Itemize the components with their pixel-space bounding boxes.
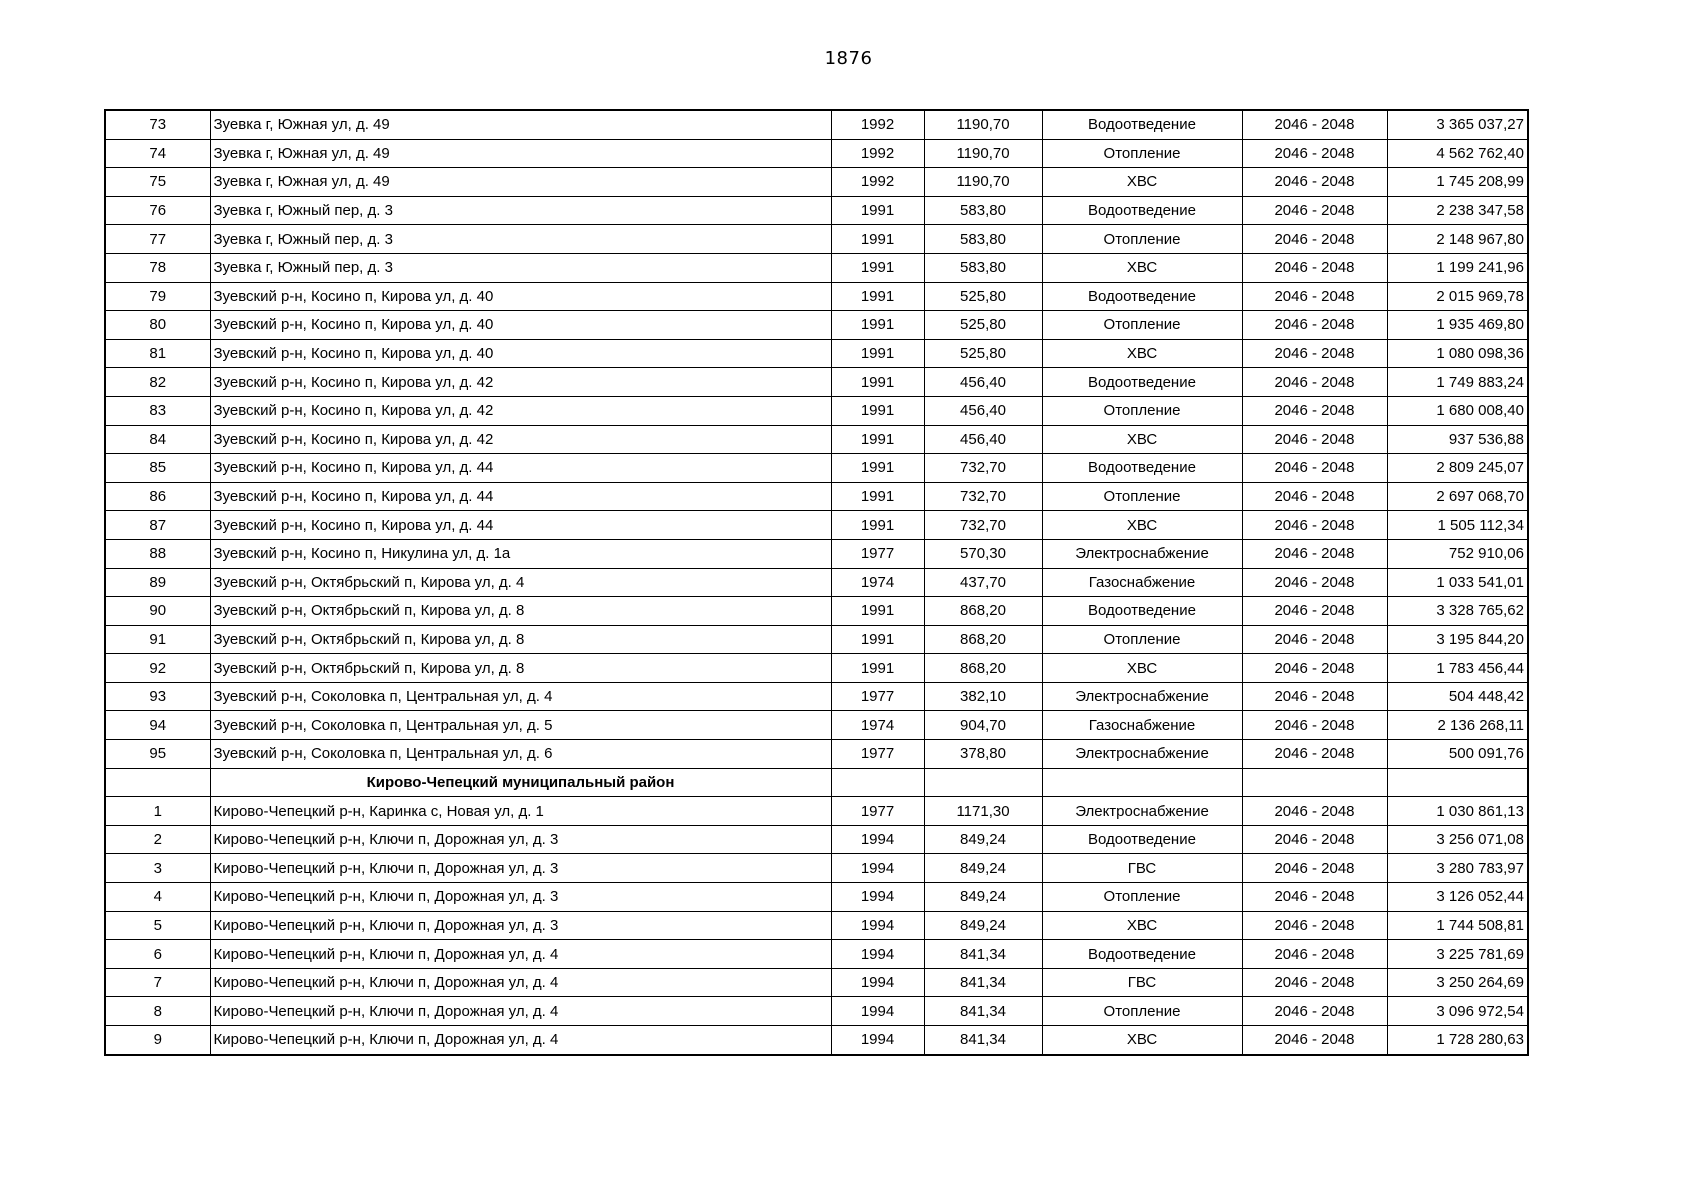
period-cell: 2046 - 2048: [1242, 825, 1387, 854]
row-number-cell: 78: [105, 253, 210, 282]
year-cell: 1994: [831, 968, 924, 997]
address-cell: Кирово-Чепецкий р-н, Ключи п, Дорожная ул, д. 4: [210, 997, 831, 1026]
area-cell: 437,70: [924, 568, 1042, 597]
service-type-cell: Водоотведение: [1042, 110, 1242, 139]
service-type-cell: Водоотведение: [1042, 940, 1242, 969]
area-cell: 732,70: [924, 511, 1042, 540]
row-number-cell: 87: [105, 511, 210, 540]
table-row: [105, 225, 1528, 254]
table-row: [105, 740, 1528, 769]
address-cell: Зуевский р-н, Соколовка п, Центральная ул, д. 6: [210, 740, 831, 769]
service-type-cell: ХВС: [1042, 1026, 1242, 1055]
page-number: 1876: [824, 48, 873, 69]
table-row: [105, 539, 1528, 568]
empty-cell: [924, 768, 1042, 797]
empty-cell: [831, 768, 924, 797]
period-cell: 2046 - 2048: [1242, 196, 1387, 225]
year-cell: 1991: [831, 654, 924, 683]
table-row: [105, 425, 1528, 454]
period-cell: 2046 - 2048: [1242, 997, 1387, 1026]
period-cell: 2046 - 2048: [1242, 940, 1387, 969]
year-cell: 1994: [831, 854, 924, 883]
year-cell: 1991: [831, 225, 924, 254]
area-cell: 841,34: [924, 997, 1042, 1026]
area-cell: 868,20: [924, 654, 1042, 683]
cost-cell: 1 783 456,44: [1387, 654, 1528, 683]
period-cell: 2046 - 2048: [1242, 911, 1387, 940]
table-row: [105, 253, 1528, 282]
area-cell: 849,24: [924, 825, 1042, 854]
cost-cell: 1 749 883,24: [1387, 368, 1528, 397]
table-row: [105, 654, 1528, 683]
address-cell: Кирово-Чепецкий р-н, Ключи п, Дорожная ул, д. 3: [210, 883, 831, 912]
row-number-cell: 80: [105, 311, 210, 340]
table-row: [105, 597, 1528, 626]
section-header-row: [105, 768, 1528, 797]
address-cell: Зуевский р-н, Косино п, Кирова ул, д. 40: [210, 282, 831, 311]
address-cell: Зуевский р-н, Косино п, Кирова ул, д. 42: [210, 396, 831, 425]
table-row: [105, 568, 1528, 597]
year-cell: 1992: [831, 110, 924, 139]
area-cell: 570,30: [924, 539, 1042, 568]
row-number-cell: 76: [105, 196, 210, 225]
cost-cell: 1 033 541,01: [1387, 568, 1528, 597]
address-cell: Зуевский р-н, Косино п, Никулина ул, д. 1а: [210, 539, 831, 568]
row-number-cell: 92: [105, 654, 210, 683]
year-cell: 1991: [831, 511, 924, 540]
year-cell: 1991: [831, 597, 924, 626]
table-row: [105, 968, 1528, 997]
area-cell: 456,40: [924, 368, 1042, 397]
address-cell: Зуевский р-н, Косино п, Кирова ул, д. 42: [210, 368, 831, 397]
cost-cell: 3 256 071,08: [1387, 825, 1528, 854]
service-type-cell: ГВС: [1042, 968, 1242, 997]
area-cell: 841,34: [924, 940, 1042, 969]
service-type-cell: Отопление: [1042, 482, 1242, 511]
year-cell: 1974: [831, 711, 924, 740]
cost-cell: 1 080 098,36: [1387, 339, 1528, 368]
service-type-cell: Отопление: [1042, 225, 1242, 254]
cost-cell: 4 562 762,40: [1387, 139, 1528, 168]
row-number-cell: 1: [105, 797, 210, 826]
table-row: [105, 625, 1528, 654]
area-cell: 904,70: [924, 711, 1042, 740]
row-number-cell: 2: [105, 825, 210, 854]
address-cell: Кирово-Чепецкий р-н, Ключи п, Дорожная ул, д. 3: [210, 854, 831, 883]
row-number-cell: 77: [105, 225, 210, 254]
address-cell: Зуевский р-н, Октябрьский п, Кирова ул, д. 8: [210, 654, 831, 683]
address-cell: Зуевка г, Южный пер, д. 3: [210, 196, 831, 225]
address-cell: Зуевский р-н, Октябрьский п, Кирова ул, д. 8: [210, 597, 831, 626]
table-row: [105, 511, 1528, 540]
cost-cell: 3 365 037,27: [1387, 110, 1528, 139]
year-cell: 1994: [831, 1026, 924, 1055]
repair-schedule-table: [104, 109, 1529, 1056]
row-number-cell: 90: [105, 597, 210, 626]
period-cell: 2046 - 2048: [1242, 368, 1387, 397]
service-type-cell: ХВС: [1042, 168, 1242, 197]
cost-cell: 3 195 844,20: [1387, 625, 1528, 654]
row-number-cell: 8: [105, 997, 210, 1026]
service-type-cell: Отопление: [1042, 883, 1242, 912]
year-cell: 1991: [831, 368, 924, 397]
period-cell: 2046 - 2048: [1242, 568, 1387, 597]
row-number-cell: 89: [105, 568, 210, 597]
cost-cell: 1 728 280,63: [1387, 1026, 1528, 1055]
cost-cell: 752 910,06: [1387, 539, 1528, 568]
period-cell: 2046 - 2048: [1242, 539, 1387, 568]
cost-cell: 3 126 052,44: [1387, 883, 1528, 912]
row-number-cell: 86: [105, 482, 210, 511]
row-number-cell: 74: [105, 139, 210, 168]
address-cell: Зуевка г, Южная ул, д. 49: [210, 168, 831, 197]
row-number-cell: 95: [105, 740, 210, 769]
service-type-cell: Водоотведение: [1042, 597, 1242, 626]
cost-cell: 2 136 268,11: [1387, 711, 1528, 740]
row-number-cell: 73: [105, 110, 210, 139]
period-cell: 2046 - 2048: [1242, 883, 1387, 912]
area-cell: 583,80: [924, 225, 1042, 254]
year-cell: 1994: [831, 883, 924, 912]
cost-cell: 1 745 208,99: [1387, 168, 1528, 197]
year-cell: 1994: [831, 940, 924, 969]
row-number-cell: 85: [105, 454, 210, 483]
period-cell: 2046 - 2048: [1242, 139, 1387, 168]
period-cell: 2046 - 2048: [1242, 253, 1387, 282]
address-cell: Зуевский р-н, Косино п, Кирова ул, д. 44: [210, 511, 831, 540]
year-cell: 1991: [831, 396, 924, 425]
empty-cell: [1042, 768, 1242, 797]
table-row: [105, 854, 1528, 883]
area-cell: 456,40: [924, 396, 1042, 425]
year-cell: 1991: [831, 196, 924, 225]
address-cell: Зуевский р-н, Косино п, Кирова ул, д. 44: [210, 454, 831, 483]
service-type-cell: ХВС: [1042, 339, 1242, 368]
row-number-cell: 84: [105, 425, 210, 454]
service-type-cell: ХВС: [1042, 911, 1242, 940]
period-cell: 2046 - 2048: [1242, 282, 1387, 311]
service-type-cell: Электроснабжение: [1042, 539, 1242, 568]
table-row: [105, 339, 1528, 368]
row-number-cell: 75: [105, 168, 210, 197]
row-number-cell: 88: [105, 539, 210, 568]
service-type-cell: ХВС: [1042, 654, 1242, 683]
address-cell: Зуевский р-н, Косино п, Кирова ул, д. 40: [210, 339, 831, 368]
cost-cell: 937 536,88: [1387, 425, 1528, 454]
table-row: [105, 139, 1528, 168]
year-cell: 1977: [831, 740, 924, 769]
service-type-cell: ХВС: [1042, 511, 1242, 540]
year-cell: 1977: [831, 682, 924, 711]
table-row: [105, 368, 1528, 397]
period-cell: 2046 - 2048: [1242, 482, 1387, 511]
year-cell: 1974: [831, 568, 924, 597]
service-type-cell: Электроснабжение: [1042, 797, 1242, 826]
address-cell: Кирово-Чепецкий р-н, Ключи п, Дорожная ул, д. 3: [210, 911, 831, 940]
area-cell: 1171,30: [924, 797, 1042, 826]
service-type-cell: Отопление: [1042, 625, 1242, 654]
service-type-cell: Водоотведение: [1042, 368, 1242, 397]
area-cell: 1190,70: [924, 110, 1042, 139]
cost-cell: 2 238 347,58: [1387, 196, 1528, 225]
address-cell: Кирово-Чепецкий р-н, Ключи п, Дорожная ул, д. 4: [210, 1026, 831, 1055]
table-row: [105, 825, 1528, 854]
period-cell: 2046 - 2048: [1242, 511, 1387, 540]
period-cell: 2046 - 2048: [1242, 597, 1387, 626]
address-cell: Зуевский р-н, Соколовка п, Центральная ул, д. 5: [210, 711, 831, 740]
table-row: [105, 997, 1528, 1026]
period-cell: 2046 - 2048: [1242, 311, 1387, 340]
address-cell: Зуевский р-н, Косино п, Кирова ул, д. 40: [210, 311, 831, 340]
cost-cell: 1 030 861,13: [1387, 797, 1528, 826]
service-type-cell: Отопление: [1042, 396, 1242, 425]
address-cell: Зуевка г, Южный пер, д. 3: [210, 253, 831, 282]
row-number-cell: 6: [105, 940, 210, 969]
cost-cell: 2 697 068,70: [1387, 482, 1528, 511]
row-number-cell: 91: [105, 625, 210, 654]
service-type-cell: Газоснабжение: [1042, 568, 1242, 597]
period-cell: 2046 - 2048: [1242, 711, 1387, 740]
period-cell: 2046 - 2048: [1242, 425, 1387, 454]
cost-cell: 3 328 765,62: [1387, 597, 1528, 626]
year-cell: 1991: [831, 253, 924, 282]
table-row: [105, 396, 1528, 425]
period-cell: 2046 - 2048: [1242, 168, 1387, 197]
table-body: [105, 110, 1528, 1055]
cost-cell: 3 280 783,97: [1387, 854, 1528, 883]
area-cell: 849,24: [924, 911, 1042, 940]
year-cell: 1994: [831, 911, 924, 940]
area-cell: 841,34: [924, 968, 1042, 997]
service-type-cell: ГВС: [1042, 854, 1242, 883]
cost-cell: 3 225 781,69: [1387, 940, 1528, 969]
year-cell: 1991: [831, 482, 924, 511]
cost-cell: 500 091,76: [1387, 740, 1528, 769]
period-cell: 2046 - 2048: [1242, 225, 1387, 254]
year-cell: 1991: [831, 454, 924, 483]
area-cell: 868,20: [924, 625, 1042, 654]
table-row: [105, 1026, 1528, 1055]
period-cell: 2046 - 2048: [1242, 968, 1387, 997]
address-cell: Кирово-Чепецкий р-н, Ключи п, Дорожная ул, д. 4: [210, 968, 831, 997]
area-cell: 525,80: [924, 311, 1042, 340]
year-cell: 1992: [831, 139, 924, 168]
address-cell: Зуевский р-н, Косино п, Кирова ул, д. 44: [210, 482, 831, 511]
cost-cell: 2 148 967,80: [1387, 225, 1528, 254]
address-cell: Зуевка г, Южная ул, д. 49: [210, 139, 831, 168]
table-row: [105, 883, 1528, 912]
row-number-cell: 83: [105, 396, 210, 425]
area-cell: 849,24: [924, 883, 1042, 912]
row-number-cell: 94: [105, 711, 210, 740]
area-cell: 732,70: [924, 482, 1042, 511]
cost-cell: 1 505 112,34: [1387, 511, 1528, 540]
row-number-cell: 7: [105, 968, 210, 997]
period-cell: 2046 - 2048: [1242, 740, 1387, 769]
service-type-cell: Газоснабжение: [1042, 711, 1242, 740]
empty-cell: [1387, 768, 1528, 797]
service-type-cell: Электроснабжение: [1042, 740, 1242, 769]
year-cell: 1977: [831, 797, 924, 826]
period-cell: 2046 - 2048: [1242, 1026, 1387, 1055]
area-cell: 378,80: [924, 740, 1042, 769]
service-type-cell: Водоотведение: [1042, 196, 1242, 225]
row-number-cell: 5: [105, 911, 210, 940]
year-cell: 1991: [831, 311, 924, 340]
cost-cell: 1 935 469,80: [1387, 311, 1528, 340]
area-cell: 525,80: [924, 339, 1042, 368]
address-cell: Зуевка г, Южная ул, д. 49: [210, 110, 831, 139]
address-cell: Кирово-Чепецкий р-н, Ключи п, Дорожная ул, д. 3: [210, 825, 831, 854]
period-cell: 2046 - 2048: [1242, 339, 1387, 368]
empty-cell: [1242, 768, 1387, 797]
area-cell: 382,10: [924, 682, 1042, 711]
year-cell: 1991: [831, 339, 924, 368]
area-cell: 1190,70: [924, 168, 1042, 197]
service-type-cell: Водоотведение: [1042, 454, 1242, 483]
area-cell: 841,34: [924, 1026, 1042, 1055]
area-cell: 868,20: [924, 597, 1042, 626]
cost-cell: 1 744 508,81: [1387, 911, 1528, 940]
table-row: [105, 282, 1528, 311]
year-cell: 1994: [831, 825, 924, 854]
table-row: [105, 911, 1528, 940]
year-cell: 1977: [831, 539, 924, 568]
area-cell: 583,80: [924, 253, 1042, 282]
row-number-cell: 3: [105, 854, 210, 883]
area-cell: 732,70: [924, 454, 1042, 483]
row-number-cell: 93: [105, 682, 210, 711]
year-cell: 1994: [831, 997, 924, 1026]
area-cell: 525,80: [924, 282, 1042, 311]
period-cell: 2046 - 2048: [1242, 797, 1387, 826]
service-type-cell: Водоотведение: [1042, 825, 1242, 854]
cost-cell: 1 199 241,96: [1387, 253, 1528, 282]
period-cell: 2046 - 2048: [1242, 625, 1387, 654]
cost-cell: 1 680 008,40: [1387, 396, 1528, 425]
cost-cell: 3 250 264,69: [1387, 968, 1528, 997]
section-title: Кирово-Чепецкий муниципальный район: [210, 768, 831, 797]
area-cell: 583,80: [924, 196, 1042, 225]
service-type-cell: Отопление: [1042, 139, 1242, 168]
row-number-cell: 82: [105, 368, 210, 397]
table-row: [105, 168, 1528, 197]
year-cell: 1992: [831, 168, 924, 197]
period-cell: 2046 - 2048: [1242, 654, 1387, 683]
period-cell: 2046 - 2048: [1242, 854, 1387, 883]
area-cell: 849,24: [924, 854, 1042, 883]
table-row: [105, 196, 1528, 225]
service-type-cell: Отопление: [1042, 997, 1242, 1026]
service-type-cell: ХВС: [1042, 253, 1242, 282]
address-cell: Кирово-Чепецкий р-н, Каринка с, Новая ул, д. 1: [210, 797, 831, 826]
service-type-cell: ХВС: [1042, 425, 1242, 454]
table-row: [105, 711, 1528, 740]
period-cell: 2046 - 2048: [1242, 454, 1387, 483]
area-cell: 456,40: [924, 425, 1042, 454]
cost-cell: 504 448,42: [1387, 682, 1528, 711]
address-cell: Зуевский р-н, Соколовка п, Центральная ул, д. 4: [210, 682, 831, 711]
year-cell: 1991: [831, 625, 924, 654]
table-row: [105, 682, 1528, 711]
cost-cell: 2 809 245,07: [1387, 454, 1528, 483]
cost-cell: 2 015 969,78: [1387, 282, 1528, 311]
table-row: [105, 940, 1528, 969]
table-row: [105, 482, 1528, 511]
service-type-cell: Электроснабжение: [1042, 682, 1242, 711]
address-cell: Зуевский р-н, Октябрьский п, Кирова ул, д. 8: [210, 625, 831, 654]
address-cell: Зуевка г, Южный пер, д. 3: [210, 225, 831, 254]
table-row: [105, 454, 1528, 483]
year-cell: 1991: [831, 425, 924, 454]
empty-cell: [105, 768, 210, 797]
address-cell: Кирово-Чепецкий р-н, Ключи п, Дорожная ул, д. 4: [210, 940, 831, 969]
period-cell: 2046 - 2048: [1242, 396, 1387, 425]
row-number-cell: 9: [105, 1026, 210, 1055]
cost-cell: 3 096 972,54: [1387, 997, 1528, 1026]
period-cell: 2046 - 2048: [1242, 110, 1387, 139]
service-type-cell: Водоотведение: [1042, 282, 1242, 311]
table-row: [105, 311, 1528, 340]
row-number-cell: 79: [105, 282, 210, 311]
area-cell: 1190,70: [924, 139, 1042, 168]
year-cell: 1991: [831, 282, 924, 311]
service-type-cell: Отопление: [1042, 311, 1242, 340]
row-number-cell: 4: [105, 883, 210, 912]
table-row: [105, 797, 1528, 826]
address-cell: Зуевский р-н, Косино п, Кирова ул, д. 42: [210, 425, 831, 454]
row-number-cell: 81: [105, 339, 210, 368]
period-cell: 2046 - 2048: [1242, 682, 1387, 711]
table-row: [105, 110, 1528, 139]
address-cell: Зуевский р-н, Октябрьский п, Кирова ул, д. 4: [210, 568, 831, 597]
